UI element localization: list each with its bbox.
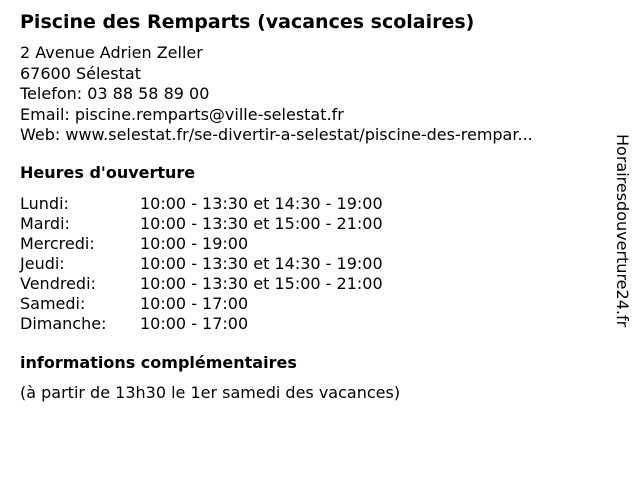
hours-time: 10:00 - 13:30 et 15:00 - 21:00 bbox=[140, 274, 383, 293]
address-city: 67600 Sélestat bbox=[20, 63, 141, 83]
hours-day: Jeudi: bbox=[20, 254, 65, 273]
hours-day: Lundi: bbox=[20, 194, 69, 213]
address-street: 2 Avenue Adrien Zeller bbox=[20, 43, 203, 62]
email-address[interactable]: Email: piscine.remparts@ville-selestat.fr bbox=[20, 104, 344, 124]
website-link[interactable]: Web: www.selestat.fr/se-divertir-a-selestat/piscine-des-rempar... bbox=[20, 125, 533, 144]
info-text: (à partir de 13h30 le 1er samedi des vacances) bbox=[20, 383, 401, 402]
phone-number[interactable]: Telefon: 03 88 58 89 00 bbox=[20, 84, 210, 103]
hours-day: Samedi: bbox=[20, 294, 86, 313]
hours-day: Mardi: bbox=[20, 214, 70, 233]
hours-day: Vendredi: bbox=[20, 274, 96, 293]
hours-time: 10:00 - 13:30 et 14:30 - 19:00 bbox=[140, 254, 383, 273]
hours-day: Dimanche: bbox=[20, 314, 107, 333]
contact-block bbox=[20, 43, 533, 146]
hours-time: 10:00 - 19:00 bbox=[140, 234, 249, 253]
hours-time: 10:00 - 13:30 et 14:30 - 19:00 bbox=[140, 194, 383, 213]
hours-day: Mercredi: bbox=[20, 234, 95, 253]
info-heading: informations complémentaires bbox=[20, 353, 297, 372]
site-brand-vertical[interactable]: Horairesdouverture24.fr bbox=[613, 134, 632, 328]
hours-time: 10:00 - 17:00 bbox=[140, 314, 249, 333]
hours-time: 10:00 - 13:30 et 15:00 - 21:00 bbox=[140, 214, 383, 233]
hours-time: 10:00 - 17:00 bbox=[140, 294, 249, 313]
page-title: Piscine des Remparts (vacances scolaires) bbox=[20, 11, 475, 33]
hours-heading: Heures d'ouverture bbox=[20, 163, 196, 182]
